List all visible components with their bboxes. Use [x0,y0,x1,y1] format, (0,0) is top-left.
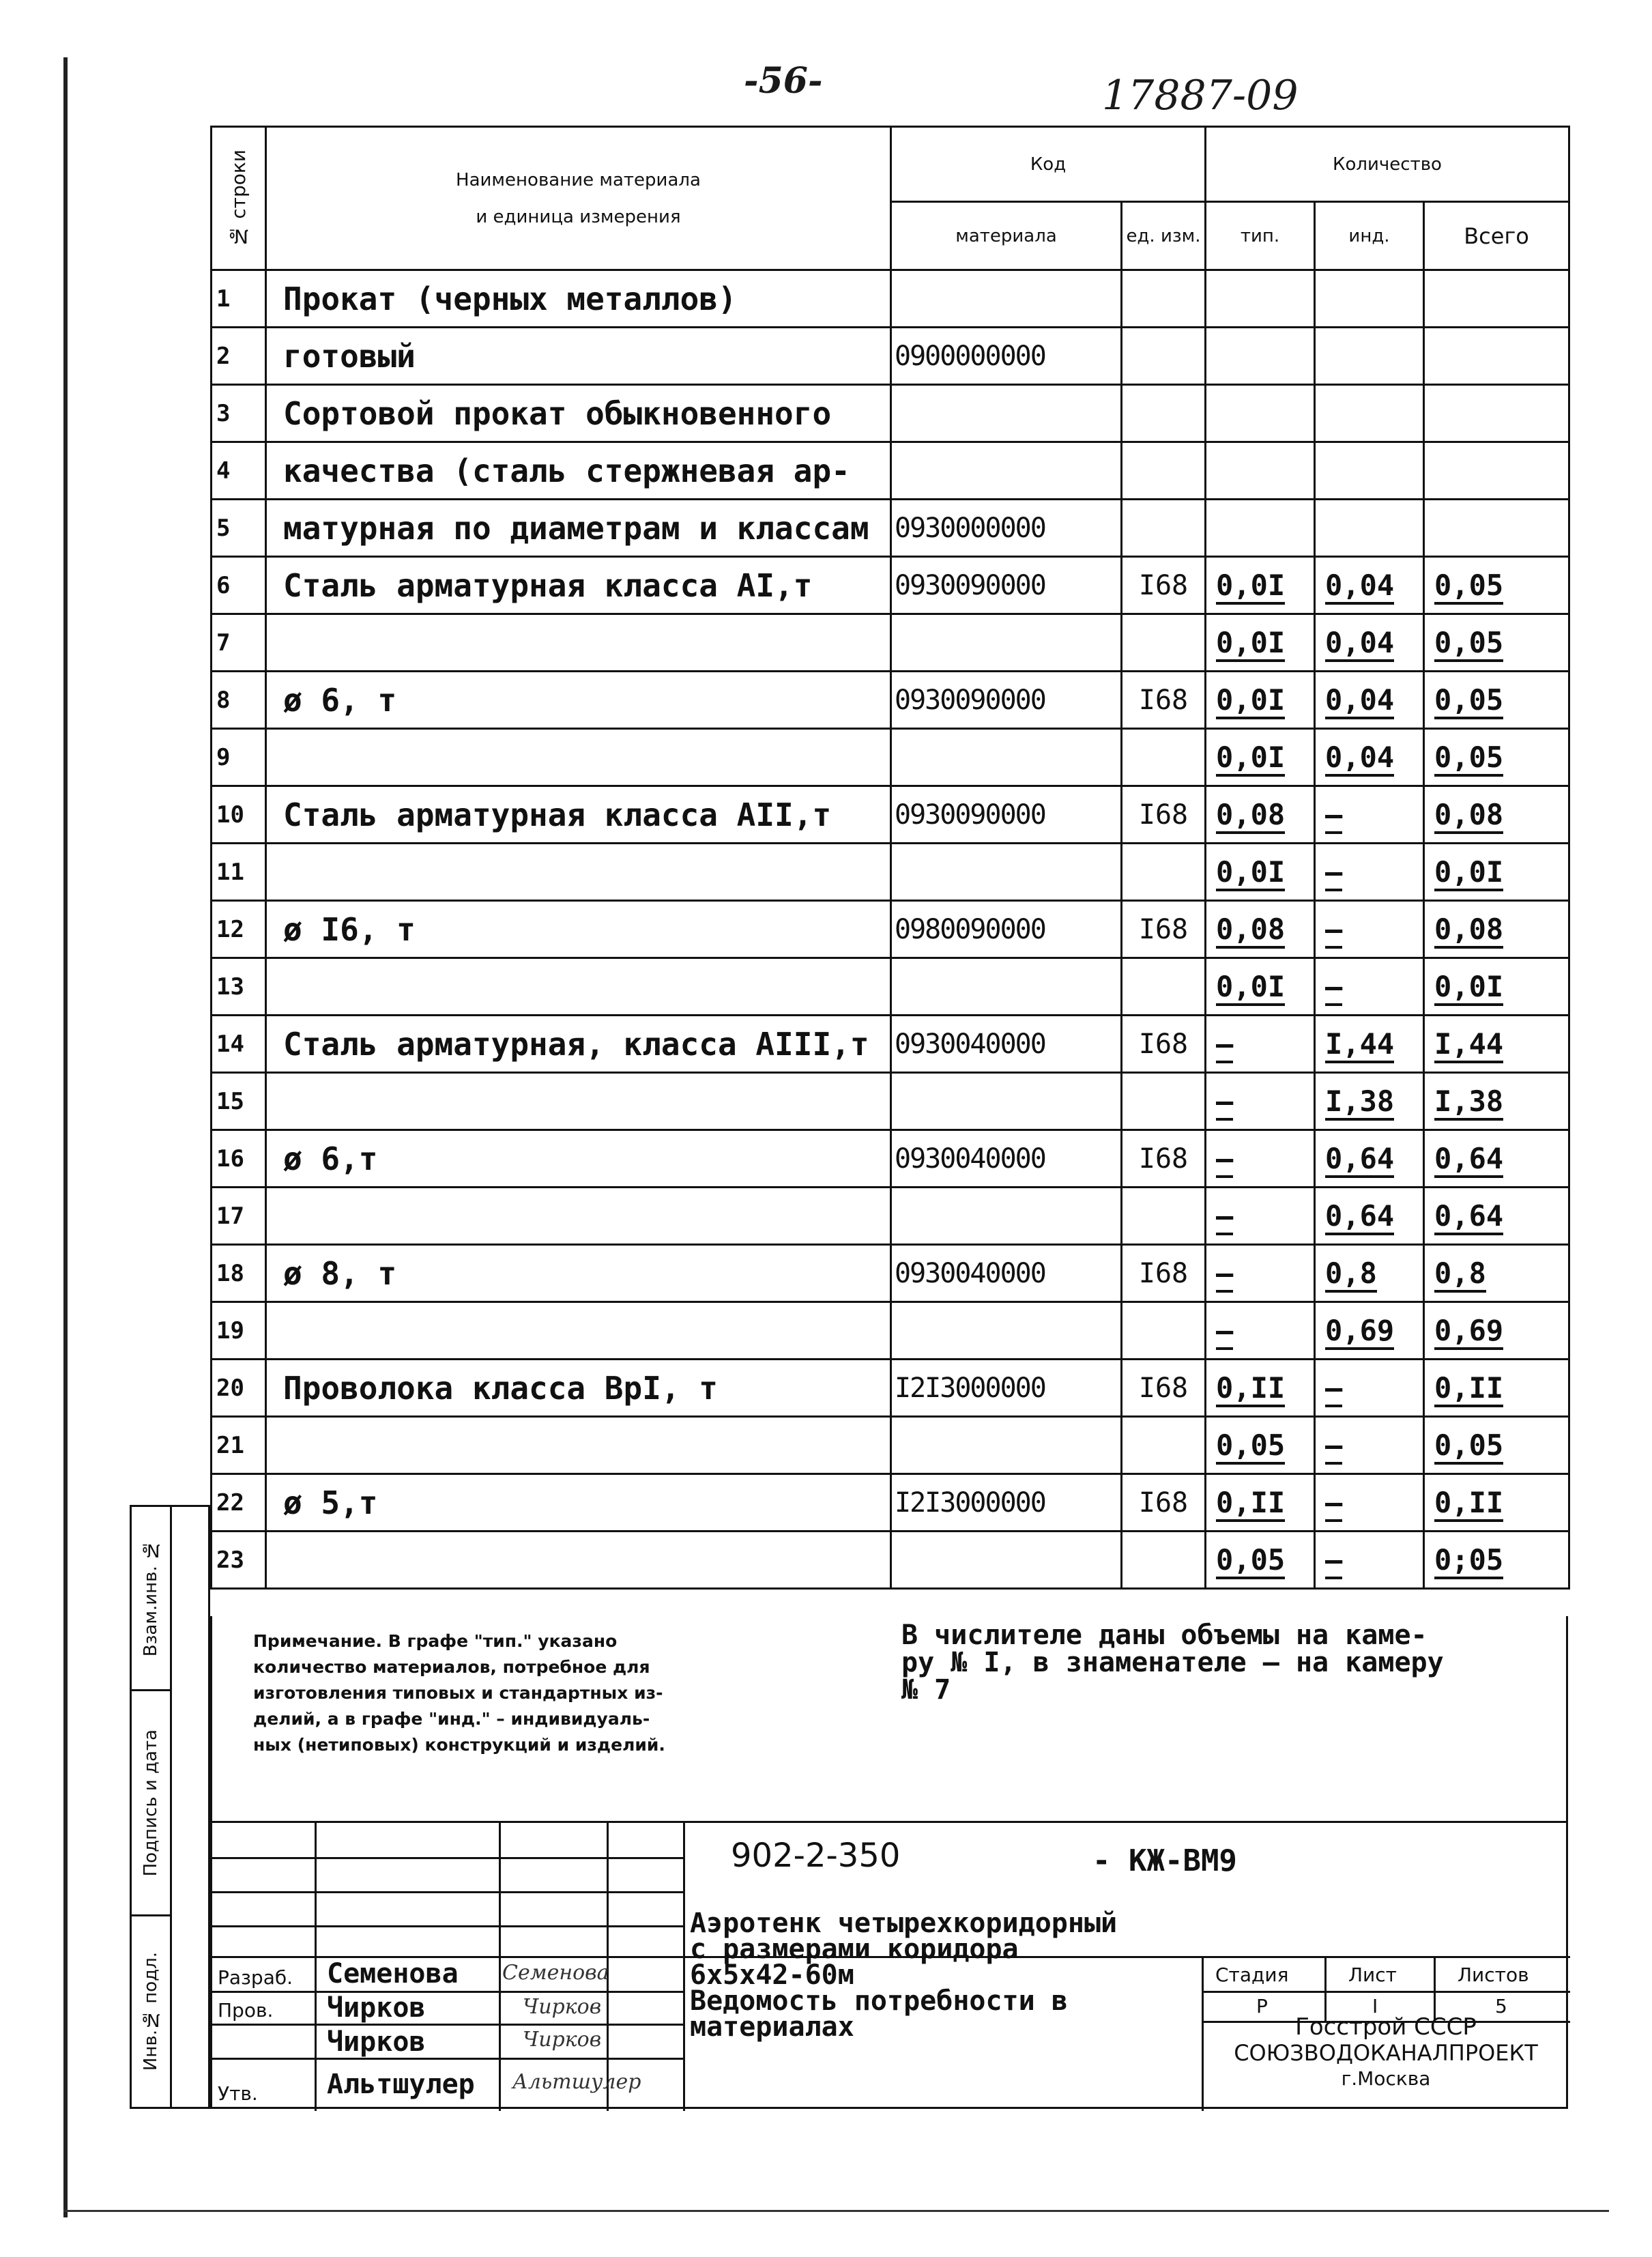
table-row [212,901,1569,958]
total-qty [1424,557,1569,614]
material-name [266,1073,891,1130]
total-qty [1424,328,1569,385]
material-name: ø 8, т [266,1245,891,1302]
qty-value: – [1325,798,1342,834]
qty-value: I,44 [1325,1027,1394,1063]
signature-approver: Альтшулер [512,2070,641,2094]
row-number: 5 [212,500,266,557]
material-code: I2I3000000 [891,1474,1122,1532]
material-name [266,1188,891,1245]
signature-checker-2: Чирков [523,2028,602,2052]
row-number: 6 [212,557,266,614]
qty-value: 0,64 [1434,1142,1503,1178]
row-number: 7 [212,614,266,672]
individual-qty [1315,1188,1424,1245]
title-block [210,1821,1568,2109]
unit-code [1122,385,1206,442]
individual-qty [1315,385,1424,442]
org-line-3: г.Москва [1341,2067,1431,2090]
total-qty [1424,270,1569,328]
material-name [266,729,891,786]
signature-date-label: Подпись и дата [141,1729,161,1877]
table-row [212,786,1569,844]
table-row [212,958,1569,1016]
row-number: 10 [212,786,266,844]
table-row [212,1073,1569,1130]
total-qty [1424,442,1569,500]
notes-area [210,1616,1568,1821]
row-number: 12 [212,901,266,958]
material-code [891,1073,1122,1130]
material-code [891,1417,1122,1474]
document-code: 902-2-350 [731,1837,901,1875]
signature-checker: Чирков [523,1995,602,2019]
table-row [212,614,1569,672]
table-row [212,385,1569,442]
typical-qty [1206,1302,1315,1360]
unit-code [1122,729,1206,786]
individual-qty [1315,328,1424,385]
typical-qty [1206,1073,1315,1130]
sheets-value: 5 [1495,1995,1507,2017]
total-qty [1424,786,1569,844]
total-qty [1424,1360,1569,1417]
original-inventory-cell [132,1916,170,2107]
typical-qty [1206,1417,1315,1474]
individual-qty [1315,1016,1424,1073]
row-number: 19 [212,1302,266,1360]
table-row [212,844,1569,901]
table-row [212,500,1569,557]
qty-value: 0,08 [1216,912,1285,949]
individual-qty-header: инд. [1315,202,1424,270]
qty-value: 0,0I [1216,569,1285,605]
row-number: 2 [212,328,266,385]
total-qty [1424,1302,1569,1360]
typical-qty [1206,1474,1315,1532]
exchange-inventory-label: Взам.инв. № [141,1539,161,1657]
material-name: Сортовой прокат обыкновенного [266,385,891,442]
material-code: 0930040000 [891,1016,1122,1073]
material-code [891,1302,1122,1360]
qty-value: 0,8 [1325,1256,1377,1293]
material-code: 0930090000 [891,786,1122,844]
material-code [891,729,1122,786]
qty-value: 0,II [1216,1371,1285,1407]
qty-value: 0,04 [1325,626,1394,662]
unit-code: I68 [1122,672,1206,729]
table-row [212,1360,1569,1417]
qty-value: 0,05 [1434,741,1503,777]
table-row [212,1532,1569,1589]
typical-qty [1206,901,1315,958]
material-code-header: материала [891,202,1122,270]
qty-value: 0,08 [1216,798,1285,834]
qty-value: – [1325,1486,1342,1522]
total-qty [1424,1417,1569,1474]
role-checker: Пров. [218,1999,274,2022]
individual-qty [1315,786,1424,844]
materials-table [210,126,1570,1590]
qty-value: 0,05 [1434,1428,1503,1465]
typical-qty [1206,557,1315,614]
total-qty [1424,385,1569,442]
typical-qty [1206,328,1315,385]
material-code: 0930090000 [891,557,1122,614]
material-code [891,270,1122,328]
qty-value: – [1216,1027,1233,1063]
table-row [212,1245,1569,1302]
material-name [266,1417,891,1474]
individual-qty [1315,557,1424,614]
table-row [212,672,1569,729]
unit-code [1122,1073,1206,1130]
typical-qty [1206,1130,1315,1188]
qty-value: – [1216,1314,1233,1350]
unit-code [1122,1417,1206,1474]
unit-code: I68 [1122,786,1206,844]
total-qty [1424,1016,1569,1073]
row-number: 3 [212,385,266,442]
individual-qty [1315,901,1424,958]
material-name [266,1532,891,1589]
total-qty [1424,1188,1569,1245]
qty-value: 0,05 [1434,569,1503,605]
qty-value: – [1325,912,1342,949]
unit-code: I68 [1122,1360,1206,1417]
qty-value: – [1325,1371,1342,1407]
sheet-label: Лист [1348,1964,1397,1986]
total-qty [1424,1245,1569,1302]
sheet-left-border [63,57,68,2217]
total-qty [1424,1073,1569,1130]
individual-qty [1315,1474,1424,1532]
qty-value: 0,64 [1325,1142,1394,1178]
typical-qty [1206,1360,1315,1417]
unit-code: I68 [1122,557,1206,614]
typical-qty [1206,614,1315,672]
sheets-label: Листов [1458,1964,1529,1986]
material-code: 0930040000 [891,1130,1122,1188]
signature-date-cell [132,1691,170,1916]
total-qty-header: Всего [1424,202,1569,270]
row-number: 22 [212,1474,266,1532]
qty-value: 0,64 [1325,1199,1394,1235]
total-qty [1424,614,1569,672]
material-name: ø I6, т [266,901,891,958]
row-number: 9 [212,729,266,786]
typical-qty [1206,729,1315,786]
material-name: Сталь арматурная класса АII,т [266,786,891,844]
code-group-header: Код [891,127,1206,202]
typical-qty [1206,1016,1315,1073]
material-code: 0930090000 [891,672,1122,729]
qty-value: 0,64 [1434,1199,1503,1235]
total-qty [1424,901,1569,958]
individual-qty [1315,1130,1424,1188]
role-developer: Разраб. [218,1966,293,1989]
material-code: 0930040000 [891,1245,1122,1302]
table-row [212,1188,1569,1245]
typical-qty [1206,1532,1315,1589]
qty-value: 0,II [1434,1486,1503,1522]
note-right: В числителе даны объемы на каме- ру № I, в знаменателе – на камеру № 7 [901,1620,1444,1706]
qty-value: – [1325,970,1342,1006]
individual-qty [1315,958,1424,1016]
unit-code [1122,1302,1206,1360]
unit-code [1122,500,1206,557]
qty-value: – [1216,1142,1233,1178]
qty-value: – [1216,1084,1233,1121]
table-row [212,1417,1569,1474]
material-code [891,442,1122,500]
total-qty [1424,958,1569,1016]
material-code [891,844,1122,901]
page-number: -56- [744,60,823,102]
unit-code: I68 [1122,1245,1206,1302]
stage-value: Р [1256,1995,1268,2017]
row-number: 13 [212,958,266,1016]
qty-value: – [1216,1256,1233,1293]
total-qty [1424,1532,1569,1589]
qty-value: I,38 [1325,1084,1394,1121]
name-approver: Альтшулер [327,2069,475,2100]
individual-qty [1315,442,1424,500]
row-number: 18 [212,1245,266,1302]
unit-code: I68 [1122,1474,1206,1532]
row-number: 14 [212,1016,266,1073]
typical-qty [1206,270,1315,328]
material-code [891,1188,1122,1245]
unit-code [1122,844,1206,901]
signature-developer: Семенова [502,1961,609,1985]
individual-qty [1315,1245,1424,1302]
individual-qty [1315,270,1424,328]
material-name: Прокат (черных металлов) [266,270,891,328]
total-qty [1424,500,1569,557]
table-row [212,557,1569,614]
total-qty [1424,729,1569,786]
unit-code [1122,270,1206,328]
typical-qty [1206,442,1315,500]
row-number-header: № строки [212,127,266,270]
individual-qty [1315,729,1424,786]
role-approver: Утв. [218,2082,258,2105]
row-number: 16 [212,1130,266,1188]
typical-qty [1206,500,1315,557]
individual-qty [1315,1360,1424,1417]
unit-code: I68 [1122,1130,1206,1188]
material-code: 0930000000 [891,500,1122,557]
qty-value: 0,0I [1216,970,1285,1006]
unit-code [1122,1188,1206,1245]
individual-qty [1315,672,1424,729]
material-name [266,614,891,672]
material-name: ø 6, т [266,672,891,729]
total-qty [1424,672,1569,729]
row-number: 15 [212,1073,266,1130]
row-number: 1 [212,270,266,328]
unit-code: I68 [1122,1016,1206,1073]
table-row [212,442,1569,500]
individual-qty [1315,1532,1424,1589]
row-number: 20 [212,1360,266,1417]
typical-qty [1206,1188,1315,1245]
table-row [212,1130,1569,1188]
total-qty [1424,844,1569,901]
material-name-header: Наименование материала и единица измерения [266,127,891,270]
qty-value: 0,05 [1434,683,1503,719]
individual-qty [1315,1302,1424,1360]
typical-qty-header: тип. [1206,202,1315,270]
material-name [266,958,891,1016]
unit-code [1122,958,1206,1016]
stage-label: Стадия [1215,1964,1289,1986]
qty-value: 0;05 [1434,1543,1503,1579]
qty-value: 0,0I [1216,741,1285,777]
sheet-bottom-border [63,2210,1609,2212]
drawing-title: Аэротенк четырехкоридорный с размерами коридора 6x5x42-60м Ведомость потребности в материалах [690,1908,1118,2043]
table-row [212,270,1569,328]
typical-qty [1206,1245,1315,1302]
table-row [212,328,1569,385]
material-code [891,385,1122,442]
name-developer: Семенова [327,1958,459,1989]
qty-value: 0,69 [1325,1314,1394,1350]
table-row [212,729,1569,786]
typical-qty [1206,844,1315,901]
qty-value: 0,0I [1434,855,1503,891]
qty-value: 0,04 [1325,683,1394,719]
org-line-1: Госстрой СССР [1295,2013,1477,2041]
material-code: 0980090000 [891,901,1122,958]
individual-qty [1315,844,1424,901]
row-number: 11 [212,844,266,901]
row-number: 8 [212,672,266,729]
unit-code [1122,1532,1206,1589]
qty-value: 0,08 [1434,798,1503,834]
qty-value: – [1325,1428,1342,1465]
qty-value: 0,04 [1325,569,1394,605]
unit-code [1122,442,1206,500]
total-qty [1424,1130,1569,1188]
row-number: 21 [212,1417,266,1474]
exchange-inventory-cell [132,1507,170,1691]
material-name: ø 5,т [266,1474,891,1532]
individual-qty [1315,1417,1424,1474]
original-inventory-label: Инв.№ подл. [141,1952,161,2071]
qty-value: 0,8 [1434,1256,1486,1293]
row-number: 4 [212,442,266,500]
qty-value: I,38 [1434,1084,1503,1121]
sheet-value: I [1372,1995,1378,2017]
material-name: Сталь арматурная, класса АIII,т [266,1016,891,1073]
total-qty [1424,1474,1569,1532]
table-row [212,1016,1569,1073]
typical-qty [1206,958,1315,1016]
row-number: 23 [212,1532,266,1589]
qty-value: – [1325,855,1342,891]
material-code [891,958,1122,1016]
qty-value: 0,0I [1216,626,1285,662]
table-row [212,1474,1569,1532]
typical-qty [1206,385,1315,442]
typical-qty [1206,672,1315,729]
qty-value: – [1216,1199,1233,1235]
material-code: I2I3000000 [891,1360,1122,1417]
qty-value: 0,08 [1434,912,1503,949]
typical-qty [1206,786,1315,844]
individual-qty [1315,614,1424,672]
qty-value: 0,69 [1434,1314,1503,1350]
qty-value: 0,0I [1216,855,1285,891]
qty-value: 0,05 [1216,1543,1285,1579]
name-checker-2: Чирков [327,2026,426,2058]
individual-qty [1315,1073,1424,1130]
unit-code: I68 [1122,901,1206,958]
side-strip [130,1505,210,2109]
qty-value: – [1325,1543,1342,1579]
document-reference: 17887-09 [1102,72,1299,119]
material-code [891,1532,1122,1589]
qty-value: 0,05 [1216,1428,1285,1465]
org-line-2: СОЮЗВОДОКАНАЛПРОЕКТ [1234,2040,1538,2066]
qty-value: 0,II [1216,1486,1285,1522]
material-name: ø 6,т [266,1130,891,1188]
qty-value: 0,04 [1325,741,1394,777]
sheet-code: - КЖ-ВМ9 [1092,1843,1237,1878]
quantity-group-header: Количество [1206,127,1569,202]
row-number: 17 [212,1188,266,1245]
table-row [212,1302,1569,1360]
qty-value: 0,0I [1216,683,1285,719]
qty-value: 0,05 [1434,626,1503,662]
unit-code-header: ед. изм. [1122,202,1206,270]
material-name: Сталь арматурная класса АI,т [266,557,891,614]
qty-value: 0,II [1434,1371,1503,1407]
material-name: качества (сталь стержневая ар- [266,442,891,500]
material-code: 0900000000 [891,328,1122,385]
organization [1202,2014,1570,2092]
unit-code [1122,328,1206,385]
qty-value: I,44 [1434,1027,1503,1063]
individual-qty [1315,500,1424,557]
material-name: матурная по диаметрам и классам [266,500,891,557]
material-name: готовый [266,328,891,385]
name-checker: Чирков [327,1992,426,2024]
material-name [266,1302,891,1360]
qty-value: 0,0I [1434,970,1503,1006]
note-left: Примечание. В графе "тип." указано количество материалов, потребное для изготовления типовых и стандартных из- делий, а в графе "инд." – индивидуаль- ных (нетиповых) конструкций и изделий. [253,1631,665,1755]
material-name [266,844,891,901]
material-code [891,614,1122,672]
unit-code [1122,614,1206,672]
material-name: Проволока класса ВрI, т [266,1360,891,1417]
